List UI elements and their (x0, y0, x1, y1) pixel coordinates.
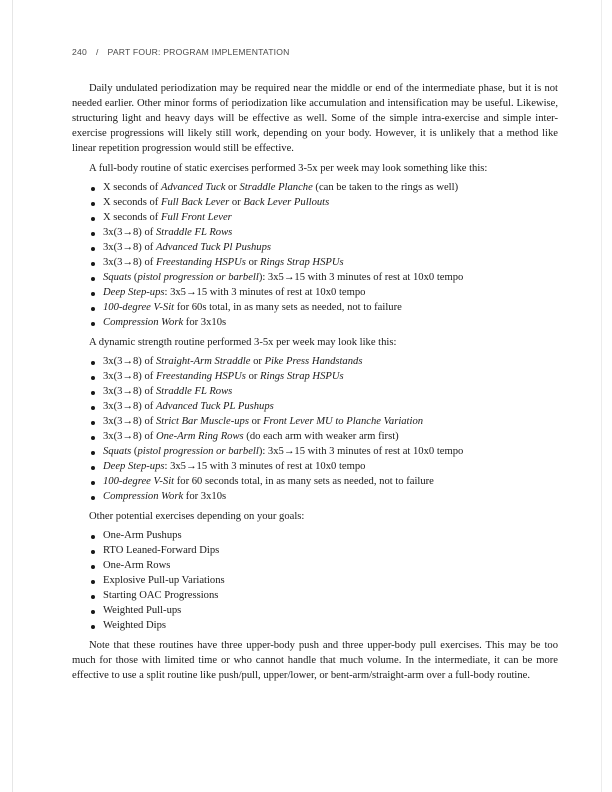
list-item-text: ): 3x5→15 with 3 minutes of rest at 10x0 tempo (258, 271, 464, 283)
header-separator: / (95, 47, 99, 57)
list-item-text: (do each arm with weaker arm first) (243, 430, 399, 442)
list-item (72, 286, 558, 301)
list-item: RTO Leaned-Forward Dips (72, 544, 558, 559)
exercise-name: Squats (103, 445, 132, 457)
exercise-name: Straddle FL Rows (155, 386, 233, 398)
list-item: One-Arm Rows (72, 559, 558, 574)
list-item-text: : 3x5→15 with 3 minutes of rest at 10x0 tempo (164, 286, 366, 298)
static-routine-list (72, 181, 558, 330)
list-item-text: 3x(3→8) of (103, 242, 156, 254)
exercise-name: Compression Work (103, 316, 184, 328)
list-item (72, 445, 558, 460)
list-item (72, 316, 558, 331)
list-item-text: 3x(3→8) of (103, 256, 156, 268)
list-item-text: X seconds of (103, 182, 161, 194)
list-item-text: ): 3x5→15 with 3 minutes of rest at 10x0 tempo (258, 445, 464, 457)
other-exercises-lead: Other potential exercises depending on your goals: (89, 510, 305, 522)
list-item-text: or (245, 371, 261, 383)
page-body (72, 82, 558, 684)
list-item (72, 415, 558, 430)
exercise-name: Straddle Planche (239, 182, 313, 194)
list-item (72, 256, 558, 271)
list-item: Weighted Pull-ups (72, 604, 558, 619)
exercise-name: Full Front Lever (160, 212, 232, 224)
list-item-text: ( (131, 271, 138, 283)
running-header (72, 47, 290, 57)
exercise-name: Straddle FL Rows (155, 227, 233, 239)
list-item-text: 3x(3→8) of (103, 356, 156, 368)
list-item-text: 3x(3→8) of (103, 416, 156, 428)
page-edge-left (12, 0, 13, 792)
list-item: Weighted Dips (72, 619, 558, 634)
exercise-name: One-Arm Ring Rows (155, 430, 244, 442)
static-routine-lead: A full-body routine of static exercises performed 3-5x per week may look something like this: (89, 163, 488, 175)
other-exercises-list (72, 529, 558, 633)
list-item (72, 355, 558, 370)
list-item-text: 3x(3→8) of (103, 401, 156, 413)
list-item (72, 460, 558, 475)
list-item (72, 271, 558, 286)
list-item-text: 3x(3→8) of (103, 371, 156, 383)
exercise-name: Deep Step-ups (103, 286, 165, 298)
exercise-name: Squats (103, 271, 132, 283)
list-item-text: for 60s total, in as many sets as needed, not to failure (174, 301, 402, 313)
exercise-name: Strict Bar Muscle-ups (155, 416, 249, 428)
exercise-name: Pike Press Handstands (264, 356, 363, 368)
exercise-name: Rings Strap HSPUs (260, 256, 344, 268)
list-item-text: X seconds of (103, 197, 161, 209)
list-item-text: : 3x5→15 with 3 minutes of rest at 10x0 tempo (164, 460, 366, 472)
exercise-name: Freestanding HSPUs (155, 256, 246, 268)
exercise-name: Advanced Tuck Pl Pushups (155, 242, 272, 254)
exercise-name: Full Back Lever (160, 197, 230, 209)
list-item-text: for 60 seconds total, in as many sets as needed, not to failure (174, 475, 434, 487)
page-number: 240 (72, 47, 87, 57)
exercise-name: Straight-Arm Straddle (155, 356, 251, 368)
list-item: Starting OAC Progressions (72, 589, 558, 604)
list-item-text: 3x(3→8) of (103, 227, 156, 239)
exercise-name: Compression Work (103, 490, 184, 502)
list-item (72, 211, 558, 226)
list-item-text: ( (131, 445, 138, 457)
list-item (72, 196, 558, 211)
list-item-text: or (248, 416, 264, 428)
exercise-name: 100-degree V-Sit (103, 475, 175, 487)
list-item (72, 226, 558, 241)
list-item-text: 3x(3→8) of (103, 386, 156, 398)
intro-paragraph: Daily undulated periodization may be required near the middle or end of the intermediate phase, but it is not needed earlier. Other minor forms of periodization like accumulation and intensification may be useful. Likewise, structuring light and heavy days will be effective as well. Some of the simple intra-exercise and simple inter-exercise progressions will likely still work, depending on your body. However, it is unlikely that a method like linear repetition progression would still be effective. (72, 83, 558, 154)
list-item: One-Arm Pushups (72, 529, 558, 544)
dynamic-routine-lead: A dynamic strength routine performed 3-5x per week may look like this: (89, 337, 397, 348)
exercise-name: Advanced Tuck (160, 182, 226, 194)
section-title: PART FOUR: PROGRAM IMPLEMENTATION (107, 47, 290, 57)
list-item-text: or (229, 197, 244, 209)
page-edge-right (601, 0, 602, 792)
list-item-text: for 3x10s (183, 316, 227, 328)
exercise-name: Deep Step-ups (103, 460, 165, 472)
list-item-text: or (245, 256, 261, 268)
dynamic-routine-list (72, 355, 558, 504)
list-item-text: or (250, 356, 265, 368)
list-item (72, 385, 558, 400)
list-item-text: X seconds of (103, 212, 161, 224)
exercise-name: Advanced Tuck PL Pushups (155, 401, 274, 413)
list-item (72, 181, 558, 196)
exercise-name: Back Lever Pullouts (243, 197, 330, 209)
exercise-name: Freestanding HSPUs (155, 371, 246, 383)
list-item-text: 3x(3→8) of (103, 430, 156, 442)
list-item (72, 490, 558, 505)
exercise-name: pistol progression or barbell (137, 445, 259, 457)
list-item (72, 301, 558, 316)
list-item-text: (can be taken to the rings as well) (312, 182, 459, 194)
list-item: Explosive Pull-up Variations (72, 574, 558, 589)
exercise-name: Rings Strap HSPUs (260, 371, 344, 383)
list-item (72, 370, 558, 385)
list-item (72, 400, 558, 415)
list-item (72, 241, 558, 256)
list-item (72, 475, 558, 490)
exercise-name: 100-degree V-Sit (103, 301, 175, 313)
list-item-text: or (225, 182, 240, 194)
exercise-name: Front Lever MU to Planche Variation (263, 416, 424, 428)
exercise-name: pistol progression or barbell (137, 271, 259, 283)
list-item (72, 430, 558, 445)
closing-paragraph: Note that these routines have three upper-body push and three upper-body pull exercises. This may be too much for those with limited time or who cannot handle that much volume. In the intermediate, it can be more effective to use a split routine like push/pull, upper/lower, or bent-arm/straight-arm over a full-body routine. (72, 640, 558, 682)
list-item-text: for 3x10s (183, 490, 227, 502)
